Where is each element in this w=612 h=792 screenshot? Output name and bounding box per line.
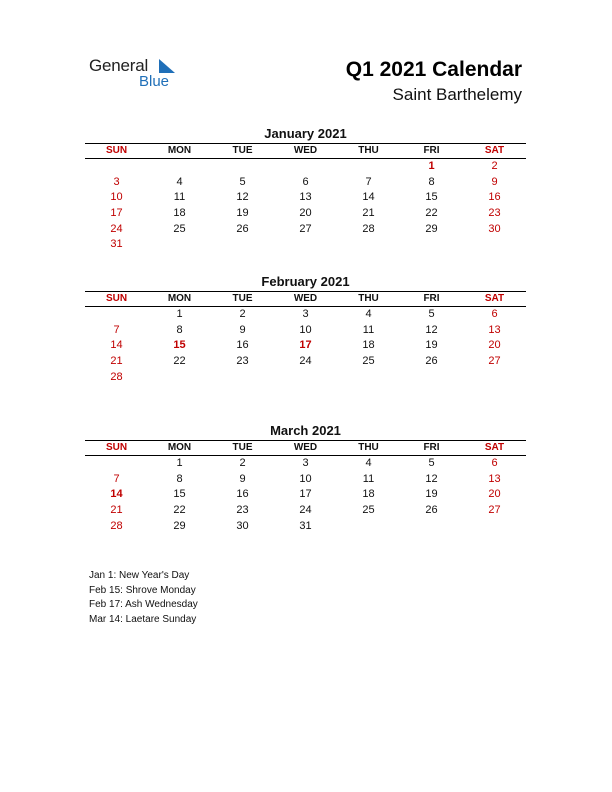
weekday-header [85,440,526,456]
day-cell: 27 [488,355,501,368]
day-cell: 31 [110,238,123,251]
weekday-sat: SAT [484,293,505,304]
day-cell: 21 [110,504,123,517]
day-cell: 16 [488,191,501,204]
weekday-header [85,143,526,159]
week-row [85,159,526,175]
day-cell: 26 [425,504,438,517]
month-grid [85,456,526,534]
day-cell: 28 [110,519,123,532]
logo-word-general: General [89,56,149,75]
day-cell: 8 [176,472,183,485]
day-cell: 14 [362,191,375,204]
day-cell: 7 [113,323,120,336]
day-cell: 8 [176,323,183,336]
month-grid [85,159,526,253]
weekday-fri: FRI [423,293,440,304]
day-cell: 24 [299,355,312,368]
day-cell: 6 [491,457,498,469]
day-cell: 26 [425,355,438,368]
day-cell: 24 [110,222,123,235]
day-cell: 3 [113,175,120,188]
day-cell: 2 [239,457,246,469]
day-cell: 25 [173,222,186,235]
empty-day-cell [463,519,526,535]
day-cell: 17 [299,339,312,352]
week-row [85,190,526,206]
empty-day-cell [85,307,148,323]
empty-day-cell [463,237,526,253]
day-cell: 29 [425,222,438,235]
day-cell: 28 [362,222,375,235]
day-cell: 4 [365,308,372,320]
day-cell: 20 [488,339,501,352]
day-cell: 18 [362,339,375,352]
month-title: March 2021 [270,423,341,438]
day-cell: 1 [176,308,183,320]
month-title: February 2021 [261,274,350,289]
weekday-mon: MON [167,145,192,156]
day-cell: 23 [488,207,501,220]
empty-day-cell [274,237,337,253]
day-cell: 14 [110,488,123,501]
empty-day-cell [337,237,400,253]
empty-day-cell [463,370,526,386]
week-row [85,519,526,535]
weekday-mon: MON [167,442,192,453]
day-cell: 23 [236,355,249,368]
empty-day-cell [148,159,211,175]
empty-day-cell [400,237,463,253]
day-cell: 15 [173,339,186,352]
day-cell: 21 [110,355,123,368]
week-row [85,456,526,472]
day-cell: 11 [362,323,375,336]
day-cell: 9 [491,175,498,188]
weekday-thu: THU [358,442,379,453]
day-cell: 19 [236,207,249,220]
empty-day-cell [211,370,274,386]
day-cell: 11 [362,472,375,485]
day-cell: 13 [299,191,312,204]
week-row [85,370,526,386]
week-row [85,323,526,339]
weekday-sun: SUN [105,145,128,156]
page-subtitle: Saint Barthelemy [392,85,522,104]
day-cell: 3 [302,457,309,469]
weekday-thu: THU [358,145,379,156]
generalblue-logo [89,56,189,92]
day-cell: 2 [491,160,498,172]
empty-day-cell [337,370,400,386]
empty-day-cell [85,456,148,472]
day-cell: 17 [299,488,312,501]
week-row [85,487,526,503]
day-cell: 24 [299,504,312,517]
week-row [85,503,526,519]
day-cell: 20 [299,207,312,220]
day-cell: 27 [299,222,312,235]
day-cell: 9 [239,472,246,485]
day-cell: 14 [110,339,123,352]
week-row [85,222,526,238]
empty-day-cell [400,519,463,535]
day-cell: 15 [173,488,186,501]
week-row [85,472,526,488]
weekday-sun: SUN [105,293,128,304]
day-cell: 11 [173,191,186,204]
logo-triangle-icon [159,59,175,73]
day-cell: 30 [488,222,501,235]
empty-day-cell [337,519,400,535]
weekday-mon: MON [167,293,192,304]
empty-day-cell [211,159,274,175]
day-cell: 18 [173,207,186,220]
week-row [85,354,526,370]
week-row [85,237,526,253]
empty-day-cell [211,237,274,253]
day-cell: 5 [428,308,435,320]
day-cell: 22 [173,504,186,517]
empty-day-cell [148,370,211,386]
day-cell: 19 [425,339,438,352]
day-cell: 10 [299,472,312,485]
day-cell: 5 [428,457,435,469]
holiday-notes [89,569,198,627]
day-cell: 7 [113,472,120,485]
day-cell: 4 [176,175,183,188]
day-cell: 25 [362,504,375,517]
day-cell: 28 [110,370,123,383]
day-cell: 31 [299,519,312,532]
day-cell: 16 [236,339,249,352]
empty-day-cell [337,159,400,175]
holiday-note: Feb 15: Shrove Monday [89,584,196,596]
weekday-sat: SAT [484,442,505,453]
day-cell: 6 [491,308,498,320]
week-row [85,206,526,222]
empty-day-cell [274,159,337,175]
day-cell: 25 [362,355,375,368]
day-cell: 23 [236,504,249,517]
weekday-sat: SAT [484,145,505,156]
day-cell: 19 [425,488,438,501]
weekday-tue: TUE [232,145,253,156]
day-cell: 1 [176,457,183,469]
weekday-fri: FRI [423,442,440,453]
day-cell: 10 [299,323,312,336]
day-cell: 12 [236,191,249,204]
day-cell: 9 [239,323,246,336]
page-title: Q1 2021 Calendar [345,58,522,81]
weekday-header [85,291,526,307]
month-calendar-march [85,422,526,534]
empty-day-cell [400,370,463,386]
weekday-thu: THU [358,293,379,304]
day-cell: 16 [236,488,249,501]
day-cell: 12 [425,323,438,336]
day-cell: 15 [425,191,438,204]
day-cell: 4 [365,457,372,469]
week-row [85,307,526,323]
day-cell: 21 [362,207,375,220]
day-cell: 13 [488,472,501,485]
weekday-wed: WED [293,145,318,156]
logo-word-blue: Blue [139,73,170,90]
weekday-wed: WED [293,442,318,453]
day-cell: 29 [173,519,186,532]
weekday-tue: TUE [232,293,253,304]
weekday-fri: FRI [423,145,440,156]
week-row [85,175,526,191]
day-cell: 27 [488,504,501,517]
holiday-note: Feb 17: Ash Wednesday [89,599,198,610]
holiday-note: Mar 14: Laetare Sunday [89,613,197,625]
day-cell: 20 [488,488,501,501]
day-cell: 2 [239,308,246,320]
month-calendar-january [85,125,526,253]
weekday-wed: WED [293,293,318,304]
day-cell: 5 [239,175,246,188]
day-cell: 3 [302,308,309,320]
day-cell: 22 [173,355,186,368]
weekday-tue: TUE [232,442,253,453]
day-cell: 30 [236,519,249,532]
empty-day-cell [148,237,211,253]
month-title: January 2021 [264,126,347,141]
weekday-sun: SUN [105,442,128,453]
day-cell: 6 [302,175,309,188]
day-cell: 8 [428,175,435,188]
month-calendar-february [85,273,526,385]
day-cell: 13 [488,323,501,336]
day-cell: 1 [428,160,435,172]
holiday-note: Jan 1: New Year's Day [89,570,190,581]
day-cell: 12 [425,472,438,485]
day-cell: 22 [425,207,438,220]
month-grid [85,307,526,385]
day-cell: 17 [110,207,123,220]
week-row [85,338,526,354]
day-cell: 10 [110,191,123,204]
empty-day-cell [85,159,148,175]
day-cell: 26 [236,222,249,235]
day-cell: 18 [362,488,375,501]
day-cell: 7 [365,175,372,188]
empty-day-cell [274,370,337,386]
